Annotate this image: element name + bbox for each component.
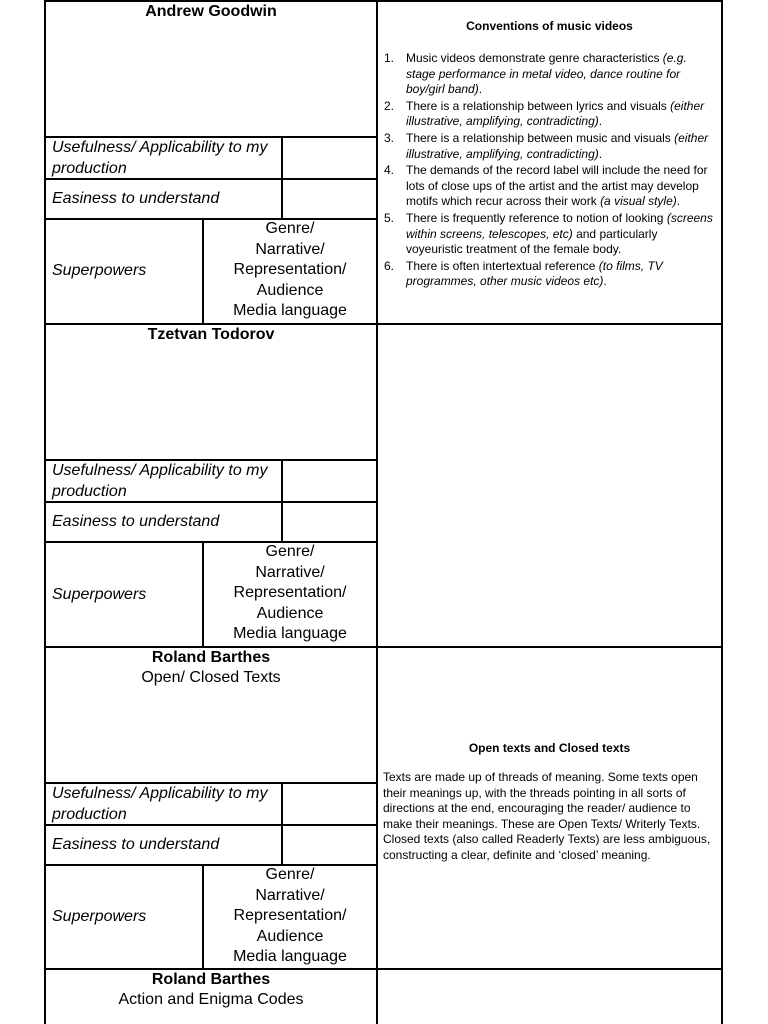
convention-example: (to films, TV programmes, other music videos etc)	[406, 258, 663, 289]
category-audience: Audience	[256, 281, 324, 299]
category-representation: Representation/	[233, 261, 347, 279]
convention-text: The demands of the record label will include the need for lots of close ups of the artist and the artist may develop motifs which recur across their work	[406, 163, 708, 209]
category-narrative: Narrative/	[255, 886, 325, 904]
convention-number: 6.	[384, 258, 395, 273]
convention-item	[384, 99, 716, 130]
s3-rating-divider	[281, 782, 283, 865]
s3-easiness-rating-cell[interactable]	[284, 826, 375, 863]
open-closed-body: Texts are made up of threads of meaning. Some texts open their meanings up, with the threads pointing in all sorts of directions at the end, encouraging the reader/ audience to make their meanings. These are Open Texts/ Writerly Texts. Closed texts (also called Readerly Texts) are less ambiguous, constructing a clear, definite and ‘closed’ meaning.	[383, 770, 711, 862]
convention-number: 4.	[384, 163, 395, 178]
convention-tail: .	[598, 114, 603, 129]
s1-rating-divider	[281, 136, 283, 219]
s2-superpowers-label: Superpowers	[52, 586, 147, 603]
category-media-language: Media language	[233, 302, 347, 320]
convention-tail: .	[598, 146, 603, 161]
convention-tail: .	[676, 194, 681, 209]
convention-text: There is a relationship between lyrics and visuals	[406, 98, 671, 113]
convention-text: Music videos demonstrate genre characteristics	[406, 51, 663, 65]
category-representation: Representation/	[233, 907, 347, 925]
s3-categories	[204, 865, 376, 968]
conventions-list	[384, 51, 716, 291]
s3-easiness-label: Easiness to understand	[52, 836, 220, 853]
open-closed-title: Open texts and Closed texts	[468, 741, 631, 755]
convention-tail: .	[603, 274, 607, 289]
s3-theory-subtitle: Open/ Closed Texts	[141, 669, 281, 686]
s1-categories	[204, 219, 376, 322]
s2-easiness-label: Easiness to understand	[52, 513, 220, 530]
category-representation: Representation/	[233, 584, 347, 602]
category-audience: Audience	[256, 927, 324, 945]
convention-example: (a visual style)	[600, 194, 677, 209]
s2-usefulness-rating-cell[interactable]	[284, 461, 375, 500]
s1-easiness-label: Easiness to understand	[52, 190, 220, 207]
category-genre: Genre/	[265, 866, 315, 883]
convention-number: 1.	[384, 51, 395, 65]
convention-item	[384, 131, 716, 162]
s4-theory-subtitle: Action and Enigma Codes	[118, 991, 304, 1008]
s2-theorist-name: Tzetvan Todorov	[147, 326, 275, 343]
convention-example: (either illustrative, amplifying, contradicting)	[406, 131, 709, 161]
convention-number: 3.	[384, 131, 395, 146]
s1-easiness-rating-cell[interactable]	[284, 180, 375, 217]
convention-item	[384, 211, 716, 258]
s2-easiness-rating-cell[interactable]	[284, 503, 375, 540]
s4-notes-cell[interactable]	[379, 970, 720, 1024]
category-audience: Audience	[256, 604, 324, 622]
conventions-title: Conventions of music videos	[466, 19, 633, 33]
s2-categories	[204, 542, 376, 645]
s1-theorist-name: Andrew Goodwin	[145, 3, 277, 20]
s2-notes-cell[interactable]	[379, 325, 720, 645]
convention-example: (either illustrative, amplifying, contradicting)	[406, 98, 705, 129]
category-narrative: Narrative/	[255, 563, 325, 581]
category-genre: Genre/	[265, 220, 315, 237]
convention-example: (screens within screens, telescopes, etc)	[406, 211, 713, 241]
s1-usefulness-rating-cell[interactable]	[284, 138, 375, 177]
category-narrative: Narrative/	[255, 240, 325, 258]
convention-item	[384, 51, 716, 98]
convention-item	[384, 163, 716, 210]
s2-usefulness-label: Usefulness/ Applicability to my production	[52, 462, 268, 500]
category-genre: Genre/	[265, 543, 315, 560]
s1-superpowers-label: Superpowers	[52, 262, 147, 279]
convention-tail: .	[478, 82, 483, 96]
convention-tail: and particularly voyeuristic treatment of the female body.	[406, 226, 658, 257]
convention-item	[384, 259, 716, 290]
convention-text: There is frequently reference to notion of looking	[406, 211, 667, 226]
convention-text: There is a relationship between music and visuals	[406, 131, 675, 146]
convention-number: 5.	[384, 211, 395, 226]
s3-usefulness-rating-cell[interactable]	[284, 784, 375, 823]
convention-number: 2.	[384, 98, 395, 113]
table-right-border	[721, 0, 723, 1024]
convention-example: (e.g. stage performance in metal video, dance routine for boy/girl band)	[406, 51, 687, 96]
table-left-border	[44, 0, 46, 1024]
convention-text: There is often intertextual reference	[406, 258, 599, 273]
s4-theorist-name: Roland Barthes	[151, 971, 271, 988]
category-media-language: Media language	[233, 625, 347, 643]
s3-theorist-name: Roland Barthes	[151, 649, 271, 666]
s3-usefulness-label: Usefulness/ Applicability to my production	[52, 785, 268, 823]
s2-rating-divider	[281, 459, 283, 542]
category-media-language: Media language	[233, 948, 347, 966]
table-column-divider	[376, 0, 378, 1024]
s1-usefulness-label: Usefulness/ Applicability to my production	[52, 139, 268, 177]
s3-superpowers-label: Superpowers	[52, 908, 147, 925]
